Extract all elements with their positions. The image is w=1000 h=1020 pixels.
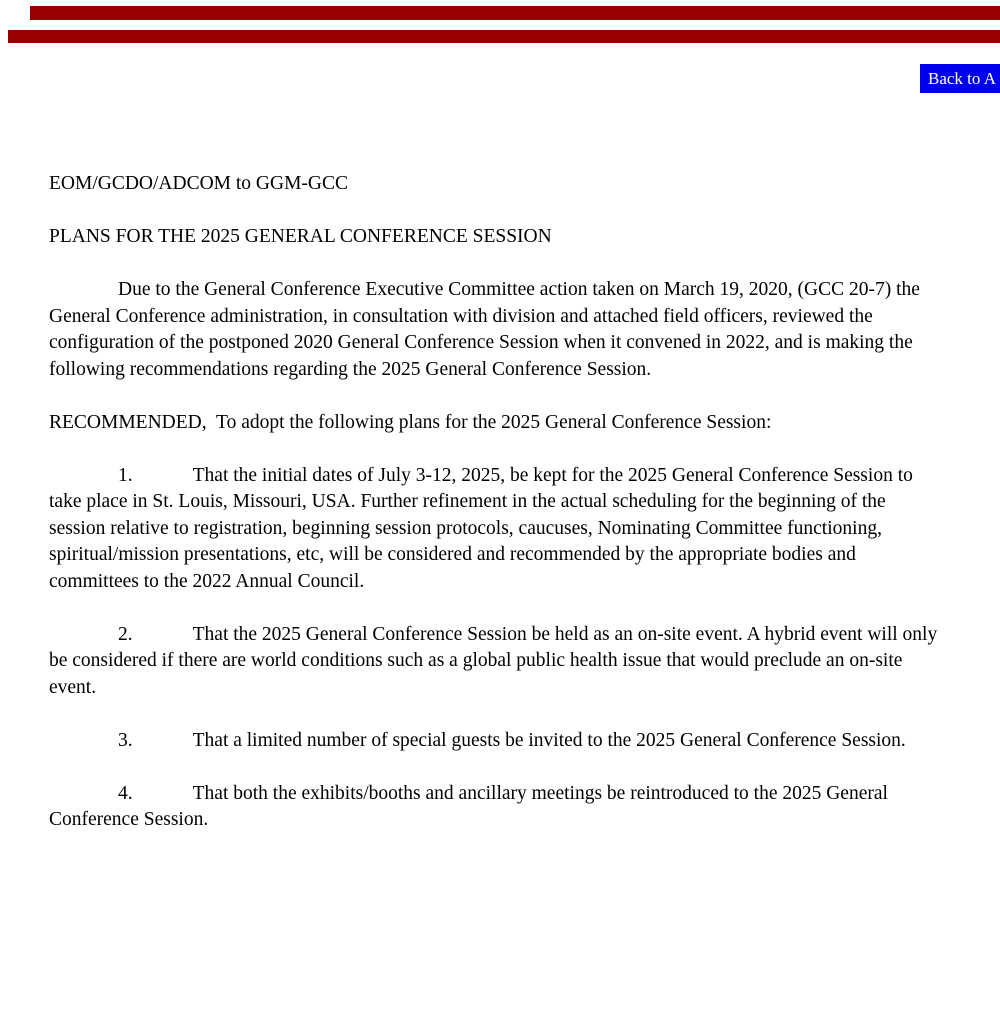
top-bar-upper	[30, 6, 1000, 20]
list-item-4	[49, 781, 942, 834]
top-bar-lower	[8, 30, 1000, 43]
list-item-2-number: 2.	[118, 623, 133, 645]
document-body	[49, 171, 942, 860]
list-item-1-text: That the initial dates of July 3-12, 2025, be kept for the 2025 General Conference Session to take place in St. Louis, Missouri, USA. Further refinement in the actual scheduling for the beginning of the session relative to registration, beginning session protocols, caucuses, Nominating Committee functioning, spiritual/mission presentations, etc, will be considered and recommended by the appropriate bodies and committees to the 2022 Annual Council.	[49, 464, 913, 592]
list-item-2-text: That the 2025 General Conference Session be held as an on-site event. A hybrid event will only be considered if there are world conditions such as a global public health issue that would preclude an on-site event.	[49, 623, 938, 698]
list-item-3	[49, 728, 942, 755]
list-item-1	[49, 463, 942, 596]
doc-title: PLANS FOR THE 2025 GENERAL CONFERENCE SESSION	[49, 226, 552, 247]
doc-intro-paragraph: Due to the General Conference Executive Committee action taken on March 19, 2020, (GCC 20-7) the General Conference administration, in consultation with division and attached field officers, reviewed the configuration of the postponed 2020 General Conference Session when it convened in 2022, and is making the following recommendations regarding the 2025 General Conference Session.	[49, 279, 920, 380]
back-button[interactable]: Back to A	[920, 64, 1000, 93]
list-item-3-number: 3.	[118, 729, 133, 751]
list-item-1-number: 1.	[118, 464, 133, 486]
list-item-2	[49, 622, 942, 702]
list-item-4-text: That both the exhibits/booths and ancillary meetings be reintroduced to the 2025 General Conference Session.	[49, 782, 888, 830]
doc-heading-committee: EOM/GCDO/ADCOM to GGM-GCC	[49, 173, 349, 194]
doc-recommended-line: RECOMMENDED, To adopt the following plans for the 2025 General Conference Session:	[49, 411, 772, 433]
list-item-3-text: That a limited number of special guests be invited to the 2025 General Conference Session.	[192, 729, 906, 751]
list-item-4-number: 4.	[118, 782, 133, 804]
